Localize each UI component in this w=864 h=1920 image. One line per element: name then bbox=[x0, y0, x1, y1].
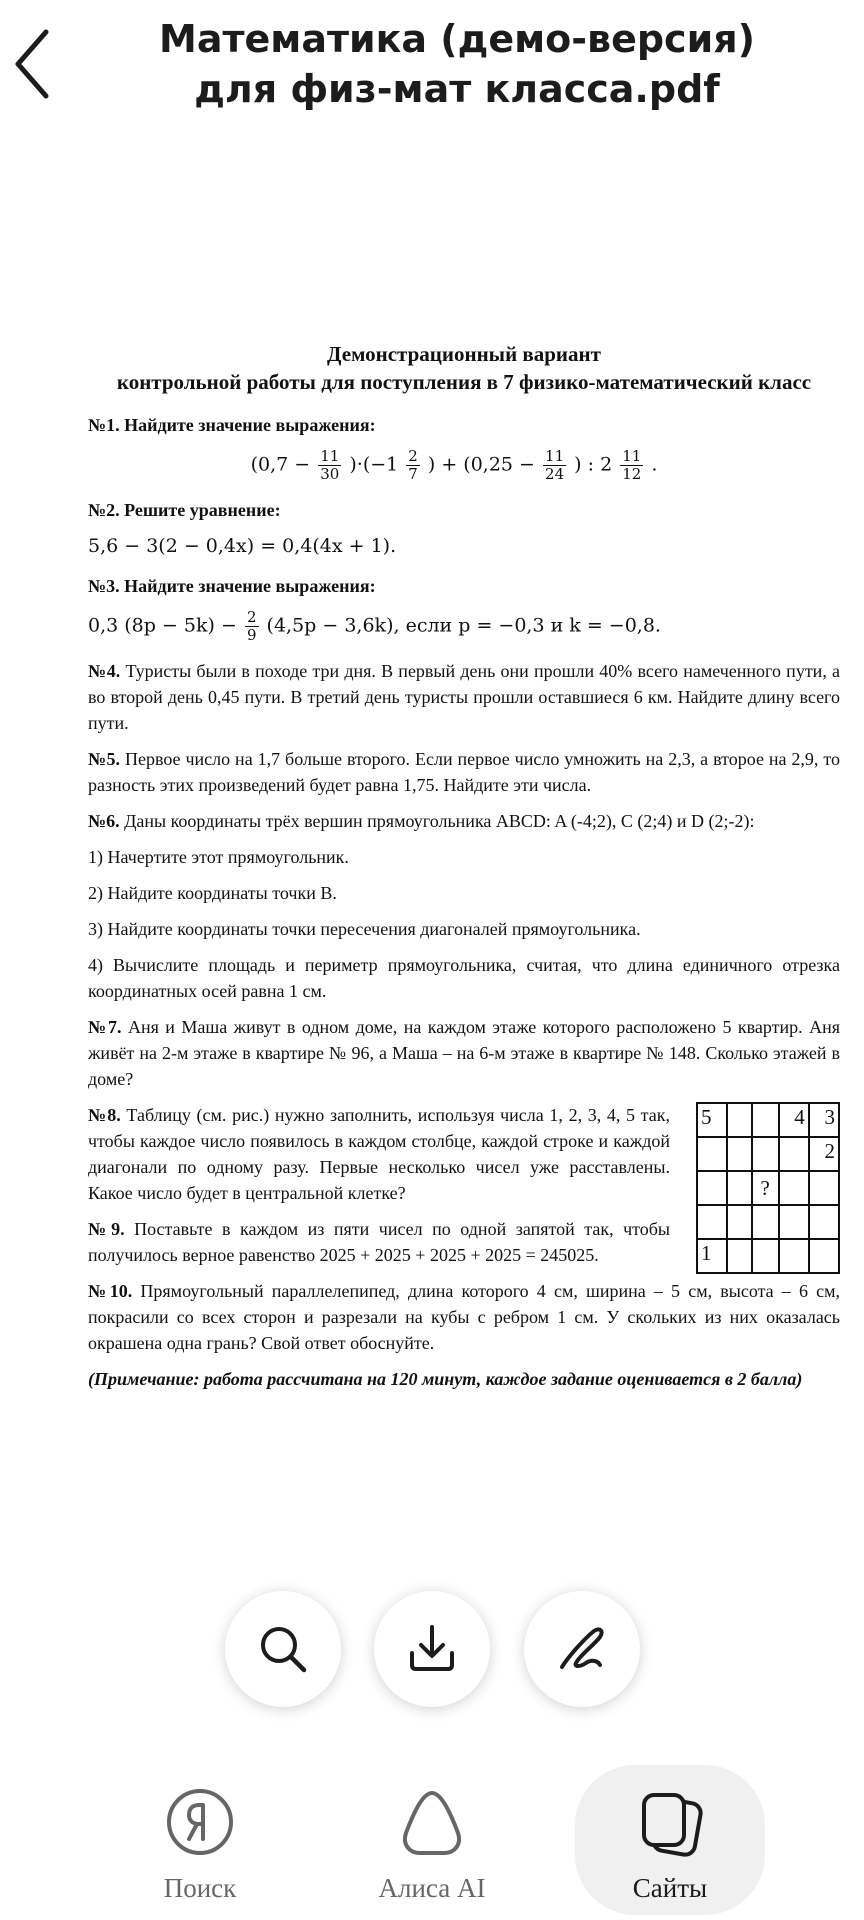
task-number: №4. bbox=[88, 661, 121, 681]
formula-part: (4,5p − 3,6k), bbox=[266, 614, 400, 637]
grid-cell bbox=[752, 1103, 779, 1137]
fraction bbox=[406, 448, 420, 483]
task-10 bbox=[88, 1278, 840, 1356]
download-button[interactable] bbox=[374, 1591, 490, 1707]
doc-title-line-1: Демонстрационный вариант bbox=[327, 342, 601, 366]
grid-cell bbox=[779, 1171, 809, 1205]
task-6-item: 1) Начертите этот прямоугольник. bbox=[88, 847, 349, 867]
grid-cell bbox=[697, 1137, 727, 1171]
task-3 bbox=[88, 573, 840, 599]
task-6-item: 4) Вычислите площадь и периметр прямоугольника, считая, что длина единичного отрезка координатных осей равна 1 см. bbox=[88, 955, 840, 1001]
task-number: №1. bbox=[88, 415, 120, 435]
grid-cell bbox=[727, 1137, 752, 1171]
fraction bbox=[318, 448, 341, 483]
grid-cell bbox=[727, 1171, 752, 1205]
sign-button[interactable] bbox=[524, 1591, 640, 1707]
task-text: Прямоугольный параллелепипед, длина которого 4 см, ширина – 5 см, высота – 6 см, покрасили со всех сторон и разрезали на кубы с ребром 1 см. У скольких из них оказалась окрашена одна грань? Свой ответ обоснуйте. bbox=[88, 1281, 840, 1353]
grid-row bbox=[697, 1103, 839, 1137]
numerator: 11 bbox=[622, 447, 642, 465]
task-number: №8. bbox=[88, 1105, 121, 1125]
task-text: Решите уравнение: bbox=[124, 500, 281, 520]
nav-item-sites[interactable] bbox=[575, 1765, 765, 1915]
numerator: 11 bbox=[320, 447, 340, 465]
grid-cell: 3 bbox=[809, 1103, 839, 1137]
formula-part: (0,7 − bbox=[250, 453, 311, 476]
pdf-page[interactable] bbox=[88, 340, 840, 1402]
formula-part: 0,3 (8p − 5k) − bbox=[88, 614, 237, 637]
doc-title bbox=[88, 340, 840, 396]
task-1 bbox=[88, 412, 840, 438]
document-title bbox=[90, 14, 824, 114]
grid-cell: 1 bbox=[697, 1239, 727, 1273]
latin-square-grid bbox=[696, 1102, 840, 1274]
denominator: 24 bbox=[545, 465, 565, 483]
numerator: 11 bbox=[545, 447, 565, 465]
task-number: №3. bbox=[88, 576, 120, 596]
task-text: Первое число на 1,7 больше второго. Если первое число умножить на 2,3, а второе на 2,9, то разность этих произведений будет равна 1,75. Найдите эти числа. bbox=[88, 749, 840, 795]
grid-cell bbox=[697, 1205, 727, 1239]
task-text: Аня и Маша живут в одном доме, на каждом этаже которого расположено 5 квартир. Аня живёт на 2-м этаже в квартире № 96, а Маша – на 6-м этаже в квартире № 148. Сколько этажей в доме? bbox=[88, 1017, 841, 1089]
header bbox=[0, 0, 864, 120]
task-6-item: 2) Найдите координаты точки B. bbox=[88, 883, 337, 903]
fraction bbox=[620, 448, 643, 483]
grid-cell bbox=[779, 1205, 809, 1239]
task-number: №10. bbox=[88, 1281, 133, 1301]
grid-cell bbox=[809, 1171, 839, 1205]
search-icon bbox=[255, 1621, 311, 1677]
task-1-formula bbox=[68, 448, 840, 483]
task-2 bbox=[88, 497, 840, 523]
task-4 bbox=[88, 658, 840, 736]
task-text: Найдите значение выражения: bbox=[124, 415, 376, 435]
task-6-item: 3) Найдите координаты точки пересечения диагоналей прямоугольника. bbox=[88, 919, 641, 939]
grid-cell: 5 bbox=[697, 1103, 727, 1137]
title-line-2: для физ-мат класса.pdf bbox=[194, 67, 720, 111]
task-number: №7. bbox=[88, 1017, 122, 1037]
denominator: 7 bbox=[408, 465, 418, 483]
grid-cell-center: ? bbox=[752, 1171, 779, 1205]
grid-row bbox=[697, 1137, 839, 1171]
search-in-document-button[interactable] bbox=[225, 1591, 341, 1707]
nav-item-search[interactable] bbox=[105, 1765, 295, 1915]
grid-cell bbox=[697, 1171, 727, 1205]
grid-cell bbox=[809, 1205, 839, 1239]
task-9 bbox=[88, 1216, 670, 1268]
task-5 bbox=[88, 746, 840, 798]
denominator: 9 bbox=[246, 626, 257, 644]
task-3-formula bbox=[88, 609, 840, 644]
grid-cell bbox=[727, 1205, 752, 1239]
tabs-icon bbox=[634, 1787, 706, 1859]
nav-label: Поиск bbox=[163, 1873, 237, 1903]
bottom-navigation bbox=[0, 1755, 864, 1920]
grid-cell bbox=[752, 1137, 779, 1171]
task-text: Туристы были в походе три дня. В первый день они прошли 40% всего намеченного пути, а во второй день 0,45 пути. В третий день туристы прошли оставшиеся 6 км. Найдите длину всего пути. bbox=[88, 661, 840, 733]
grid-row bbox=[697, 1171, 839, 1205]
task-number: №6. bbox=[88, 811, 120, 831]
fraction bbox=[543, 448, 566, 483]
formula-part: ) + (0,25 − bbox=[427, 453, 535, 476]
grid-cell bbox=[727, 1103, 752, 1137]
task-number: №2. bbox=[88, 500, 120, 520]
grid-cell bbox=[779, 1239, 809, 1273]
task-number: №5. bbox=[88, 749, 121, 769]
task-text: Таблицу (см. рис.) нужно заполнить, используя числа 1, 2, 3, 4, 5 так, чтобы каждое число появилось в каждом столбце, каждой строке и каждой диагонали по одному разу. Первые несколько чисел уже расставлены. Какое число будет в центральной клетке? bbox=[88, 1105, 670, 1203]
formula-part: ) : 2 bbox=[574, 453, 613, 476]
nav-label: Алиса AI bbox=[378, 1873, 486, 1903]
task-text: Найдите значение выражения: bbox=[124, 576, 376, 596]
title-line-1: Математика (демо-версия) bbox=[159, 17, 755, 61]
grid-cell: 2 bbox=[809, 1137, 839, 1171]
doc-title-line-2: контрольной работы для поступления в 7 физико-математический класс bbox=[116, 370, 812, 394]
nav-item-alice[interactable] bbox=[337, 1765, 527, 1915]
grid-cell bbox=[752, 1239, 779, 1273]
task-8 bbox=[88, 1102, 670, 1206]
formula-part: . bbox=[651, 453, 658, 476]
formula-part: )·(−1 bbox=[349, 453, 399, 476]
task-7 bbox=[88, 1014, 840, 1092]
signature-icon bbox=[554, 1621, 610, 1677]
grid-cell: 4 bbox=[779, 1103, 809, 1137]
denominator: 30 bbox=[320, 465, 340, 483]
back-button[interactable] bbox=[10, 26, 54, 102]
note: (Примечание: работа рассчитана на 120 минут, каждое задание оценивается в 2 балла) bbox=[88, 1369, 803, 1389]
fraction bbox=[245, 609, 259, 644]
denominator: 12 bbox=[622, 465, 642, 483]
grid-row bbox=[697, 1205, 839, 1239]
nav-label: Сайты bbox=[632, 1873, 708, 1903]
task-2-formula: 5,6 − 3(2 − 0,4x) = 0,4(4x + 1). bbox=[88, 535, 397, 557]
grid-cell bbox=[809, 1239, 839, 1273]
task-text: Поставьте в каждом из пяти чисел по одной запятой так, чтобы получилось верное равенство 2025 + 2025 + 2025 + 2025 = 245025. bbox=[88, 1219, 671, 1265]
numerator: 2 bbox=[408, 447, 418, 465]
alice-icon bbox=[396, 1787, 468, 1859]
task-6 bbox=[88, 808, 840, 834]
grid-cell bbox=[779, 1137, 809, 1171]
formula-condition: если p = −0,3 и k = −0,8. bbox=[405, 614, 661, 637]
grid-cell bbox=[752, 1205, 779, 1239]
task-number: №9. bbox=[88, 1219, 125, 1239]
numerator: 2 bbox=[246, 608, 257, 626]
chevron-left-icon bbox=[10, 26, 54, 102]
download-icon bbox=[404, 1621, 460, 1677]
grid-row bbox=[697, 1239, 839, 1273]
task-8-block bbox=[88, 1102, 840, 1268]
task-text: Даны координаты трёх вершин прямоугольника ABCD: A (-4;2), C (2;4) и D (2;-2): bbox=[124, 811, 755, 831]
grid-cell bbox=[727, 1239, 752, 1273]
yandex-logo-icon bbox=[165, 1787, 235, 1857]
